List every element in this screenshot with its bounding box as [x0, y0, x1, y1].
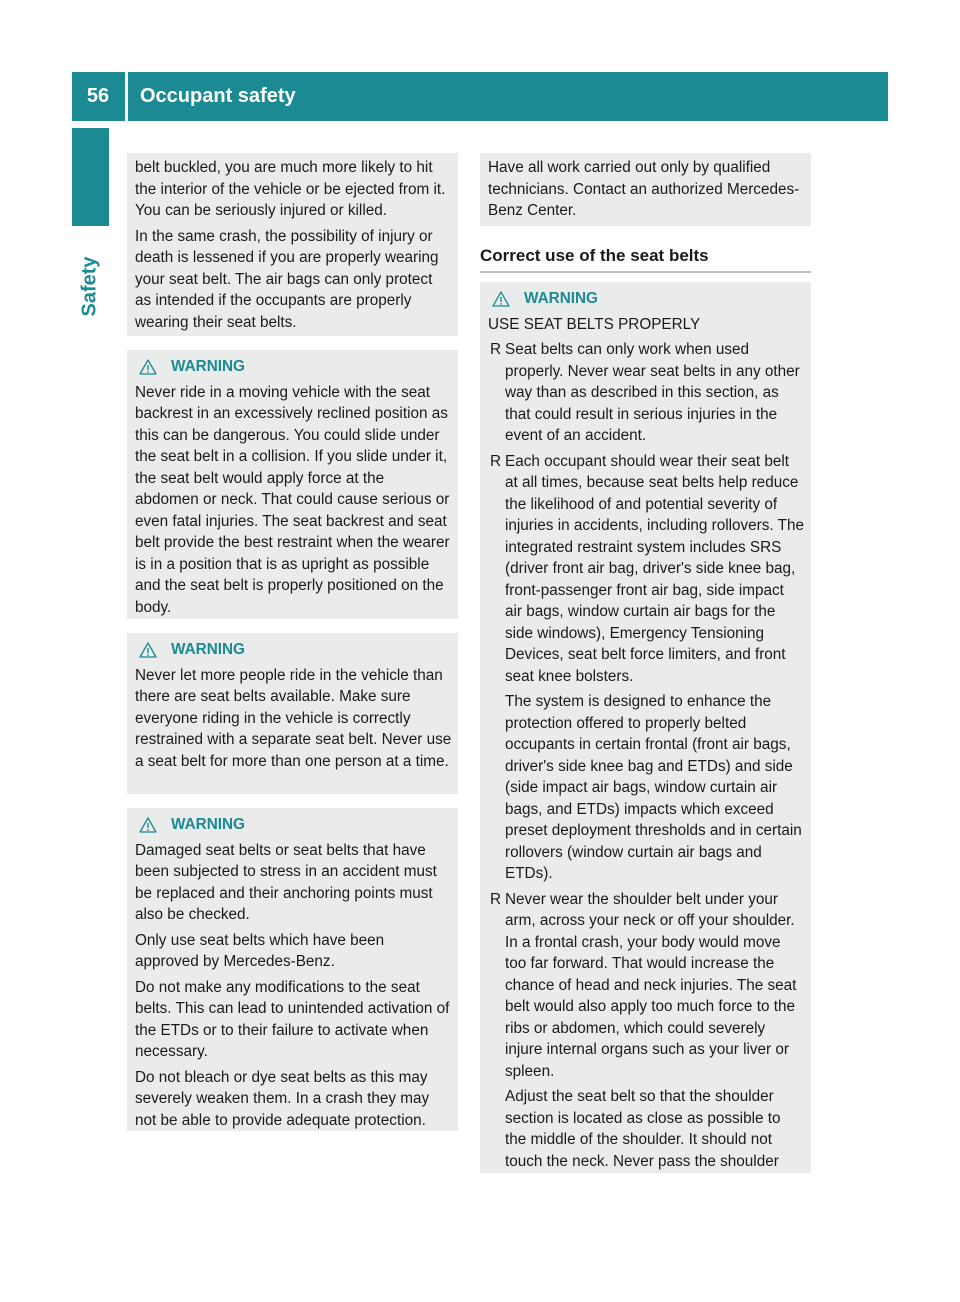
warning-box-occupancy	[127, 633, 458, 794]
warning-title: WARNING	[171, 816, 245, 833]
warning-box-proper-use	[480, 282, 811, 1173]
note-box	[480, 153, 811, 226]
page-number: 56	[86, 85, 110, 107]
warning-text: Only use seat belts which have been approved by Mercedes-Benz.	[135, 931, 385, 970]
side-tab-marker	[72, 128, 109, 226]
bullet-item: R Each occupant should wear their seat belt at all times, because seat belts help reduce the likelihood of and potential severity of injuries in accidents, including rollovers. The integrated restraint system includes SRS (driver front air bag, driver's side knee bag, front-passenger front air bag, side impact air bags, window curtain air bags for the side windows), Emergency Tensioning Devices, seat belt force limiters, and front seat knee bolsters.	[488, 451, 805, 688]
bullet-subparagraph: The system is designed to enhance the protection offered to properly belted occupants in certain frontal (front air bags, driver's side knee bag and ETDs) and side (side impact air bags, window curtain air bags, and ETDs) impacts which exceed preset deployment thresholds and in certain rollovers (window curtain air bags and ETDs).	[505, 693, 802, 882]
warning-text: Do not make any modifications to the seat belts. This can lead to unintended activation of the ETDs or to their failure to activate when necessary.	[135, 978, 450, 1060]
bullet-item: R Never wear the shoulder belt under your arm, across your neck or off your shoulder. In a frontal crash, your body would move too far forward. That would increase the chance of head and neck injuries. The seat belt would also apply too much force to the ribs or abdomen, which could severely injure internal organs such as your liver or spleen.	[488, 889, 805, 1083]
warning-title: WARNING	[171, 358, 245, 375]
section-heading: Correct use of the seat belts	[480, 246, 811, 273]
warning-title: WARNING	[171, 641, 245, 658]
intro-box	[127, 153, 458, 336]
warning-text: Do not bleach or dye seat belts as this may severely weaken them. In a crash they may not be able to provide adequate protection.	[135, 1068, 430, 1129]
warning-subtitle: USE SEAT BELTS PROPERLY	[488, 315, 701, 333]
warning-box-reclined-seat	[127, 350, 458, 619]
warning-text: Never ride in a moving vehicle with the seat backrest in an excessively reclined position as this can be dangerous. You could slide under the seat belt in a collision. If you slide under it, the seat belt would apply force at the abdomen or neck. That could cause serious or even fatal injuries. The seat backrest and seat belt provide the best restraint when the wearer is in a position that is as upright as possible and the seat belt is properly positioned on the body.	[135, 383, 450, 616]
warning-title: WARNING	[524, 290, 598, 307]
page-title: Occupant safety	[140, 85, 296, 107]
warning-text: Damaged seat belts or seat belts that have been subjected to stress in an accident must be replaced and their anchoring points must also be checked.	[135, 841, 437, 923]
note-text: Have all work carried out only by qualified technicians. Contact an authorized Mercedes-Benz Center.	[488, 159, 800, 219]
intro-paragraph: In the same crash, the possibility of injury or death is lessened if you are properly wearing your seat belt. The air bags can only protect as intended if the occupants are properly wearing their seat belts.	[135, 227, 439, 331]
warning-box-damaged-belts	[127, 808, 458, 1131]
warning-triangle-icon	[139, 359, 157, 375]
side-tab	[72, 226, 109, 346]
bullet-subparagraph: Adjust the seat belt so that the shoulder section is located as close as possible to the middle of the shoulder. It should not touch the neck. Never pass the shoulder	[505, 1088, 781, 1170]
side-tab-label: Safety	[79, 255, 101, 317]
warning-header	[135, 639, 452, 661]
header-divider	[125, 72, 128, 121]
warning-text: Never let more people ride in the vehicle than there are seat belts available. Make sure everyone riding in the vehicle is correctly restrained with a separate seat belt. Never use a seat belt for more than one person at a time.	[135, 666, 452, 770]
warning-triangle-icon	[139, 642, 157, 658]
warning-header	[135, 814, 452, 836]
warning-triangle-icon	[139, 817, 157, 833]
warning-header	[488, 288, 805, 310]
warning-triangle-icon	[492, 291, 510, 307]
intro-paragraph: belt buckled, you are much more likely to hit the interior of the vehicle or be ejected from it. You can be seriously injured or killed.	[135, 159, 446, 219]
warning-header	[135, 356, 452, 378]
bullet-item: R Seat belts can only work when used properly. Never wear seat belts in any other way than as described in this section, as that could result in serious injuries in the event of an accident.	[488, 339, 805, 447]
